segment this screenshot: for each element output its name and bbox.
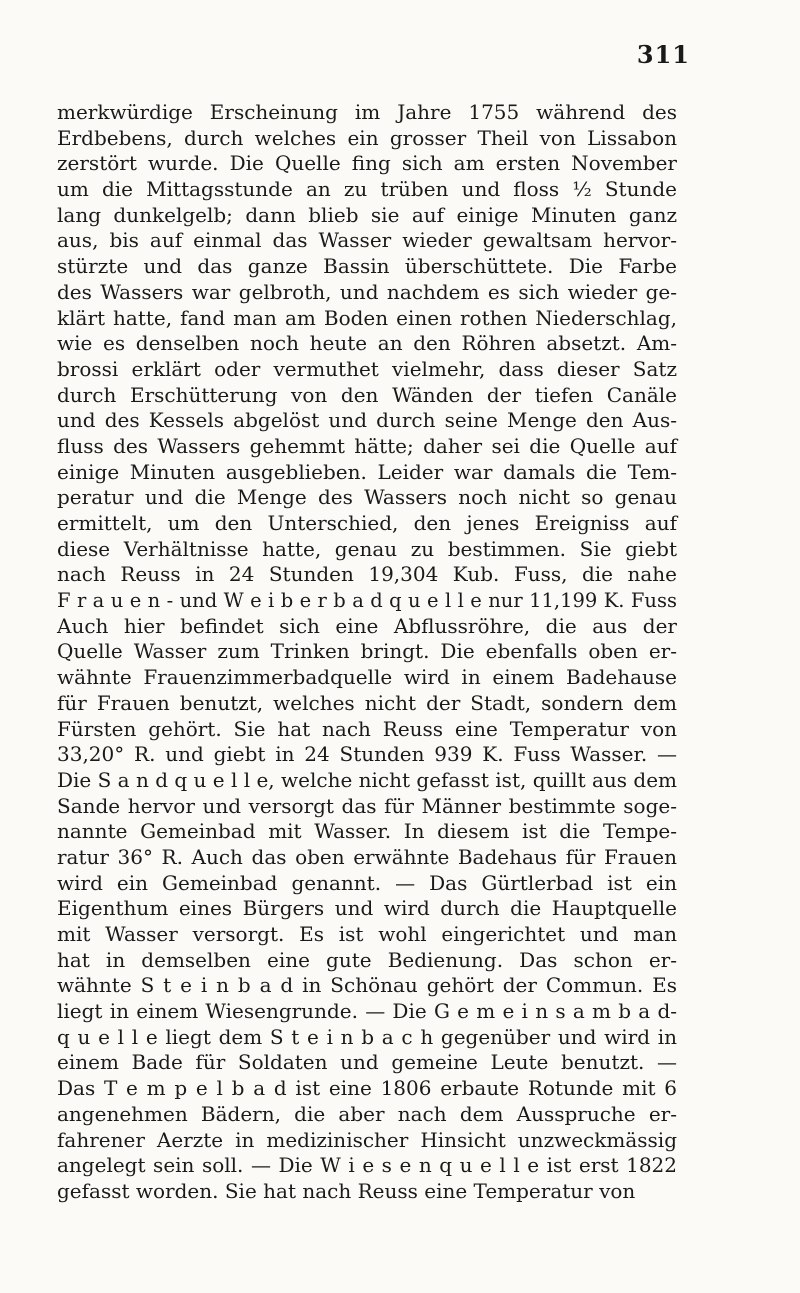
text-line: q u e l l e liegt dem S t e i n b a c h gegenüber und wird in [57, 1024, 677, 1049]
text-line: und des Kessels abgelöst und durch seine Menge den Aus- [57, 408, 677, 433]
text-line: fahrener Aerzte in medizinischer Hinsicht unzweckmässig [57, 1127, 677, 1152]
text-line: des Wassers war gelbroth, und nachdem es sich wieder ge- [57, 279, 677, 304]
text-line: Auch hier befindet sich eine Abflussröhre, die aus der [57, 613, 677, 638]
text-line: peratur und die Menge des Wassers noch nicht so genau [57, 485, 677, 510]
text-line: wähnte Frauenzimmerbadquelle wird in einem Badehause [57, 665, 677, 690]
text-line: wird ein Gemeinbad genannt. — Das Gürtlerbad ist ein [57, 870, 677, 895]
text-line: liegt in einem Wiesengrunde. — Die G e m e i n s a m b a d- [57, 999, 677, 1024]
text-line: für Frauen benutzt, welches nicht der Stadt, sondern dem [57, 690, 677, 715]
text-line: lang dunkelgelb; dann blieb sie auf einige Minuten ganz [57, 202, 677, 227]
text-line: angelegt sein soll. — Die W i e s e n q u e l l e ist erst 1822 [57, 1153, 677, 1178]
text-line: Die S a n d q u e l l e, welche nicht gefasst ist, quillt aus dem [57, 767, 677, 792]
text-line: Eigenthum eines Bürgers und wird durch die Hauptquelle [57, 896, 677, 921]
text-line: Sande hervor und versorgt das für Männer bestimmte soge- [57, 793, 677, 818]
text-line: um die Mittagsstunde an zu trüben und floss ½ Stunde [57, 177, 677, 202]
text-line: Fürsten gehört. Sie hat nach Reuss eine Temperatur von [57, 716, 677, 741]
text-line: einem Bade für Soldaten und gemeine Leute benutzt. — [57, 1050, 677, 1075]
text-line: durch Erschütterung von den Wänden der tiefen Canäle [57, 382, 677, 407]
text-line: fluss des Wassers gehemmt hätte; daher sei die Quelle auf [57, 433, 677, 458]
text-line: angenehmen Bädern, die aber nach dem Ausspruche er- [57, 1101, 677, 1126]
text-line: Quelle Wasser zum Trinken bringt. Die ebenfalls oben er- [57, 639, 677, 664]
text-line: Erdbebens, durch welches ein grosser Theil von Lissabon [57, 125, 677, 150]
text-line: ratur 36° R. Auch das oben erwähnte Badehaus für Frauen [57, 844, 677, 869]
text-line: mit Wasser versorgt. Es ist wohl eingerichtet und man [57, 922, 677, 946]
text-line: zerstört wurde. Die Quelle fing sich am ersten November [57, 151, 677, 176]
text-line: klärt hatte, fand man am Boden einen rothen Niederschlag, [57, 305, 677, 330]
text-line: wie es denselben noch heute an den Röhren absetzt. Am- [57, 331, 677, 356]
text-line: einige Minuten ausgeblieben. Leider war damals die Tem- [57, 459, 677, 484]
text-line: hat in demselben eine gute Bedienung. Das schon er- [57, 947, 677, 972]
text-line: ermittelt, um den Unterschied, den jenes Ereigniss auf [57, 511, 677, 535]
text-line: 33,20° R. und giebt in 24 Stunden 939 K. Fuss Wasser. — [57, 742, 677, 767]
text-line: stürzte und das ganze Bassin überschüttete. Die Farbe [57, 254, 677, 279]
text-line: F r a u e n - und W e i b e r b a d q u e l l e nur 11,199 K. Fuss [57, 589, 677, 613]
text-line: brossi erklärt oder vermuthet vielmehr, dass dieser Satz [57, 356, 677, 381]
page-number: 311 [636, 40, 690, 69]
text-line: gefasst worden. Sie hat nach Reuss eine Temperatur von [57, 1178, 636, 1203]
body-text [57, 100, 677, 1205]
text-line: diese Verhältnisse hatte, genau zu bestimmen. Sie giebt [57, 536, 677, 561]
text-line: nach Reuss in 24 Stunden 19,304 Kub. Fuss, die nahe [57, 562, 677, 587]
text-line: merkwürdige Erscheinung im Jahre 1755 während des [57, 100, 677, 124]
text-line: nannte Gemeinbad mit Wasser. In diesem ist die Tempe- [57, 819, 677, 844]
text-line: wähnte S t e i n b a d in Schönau gehört der Commun. Es [57, 973, 677, 998]
text-line: aus, bis auf einmal das Wasser wieder gewaltsam hervor- [57, 228, 677, 253]
text-line: Das T e m p e l b a d ist eine 1806 erbaute Rotunde mit 6 [57, 1076, 677, 1101]
